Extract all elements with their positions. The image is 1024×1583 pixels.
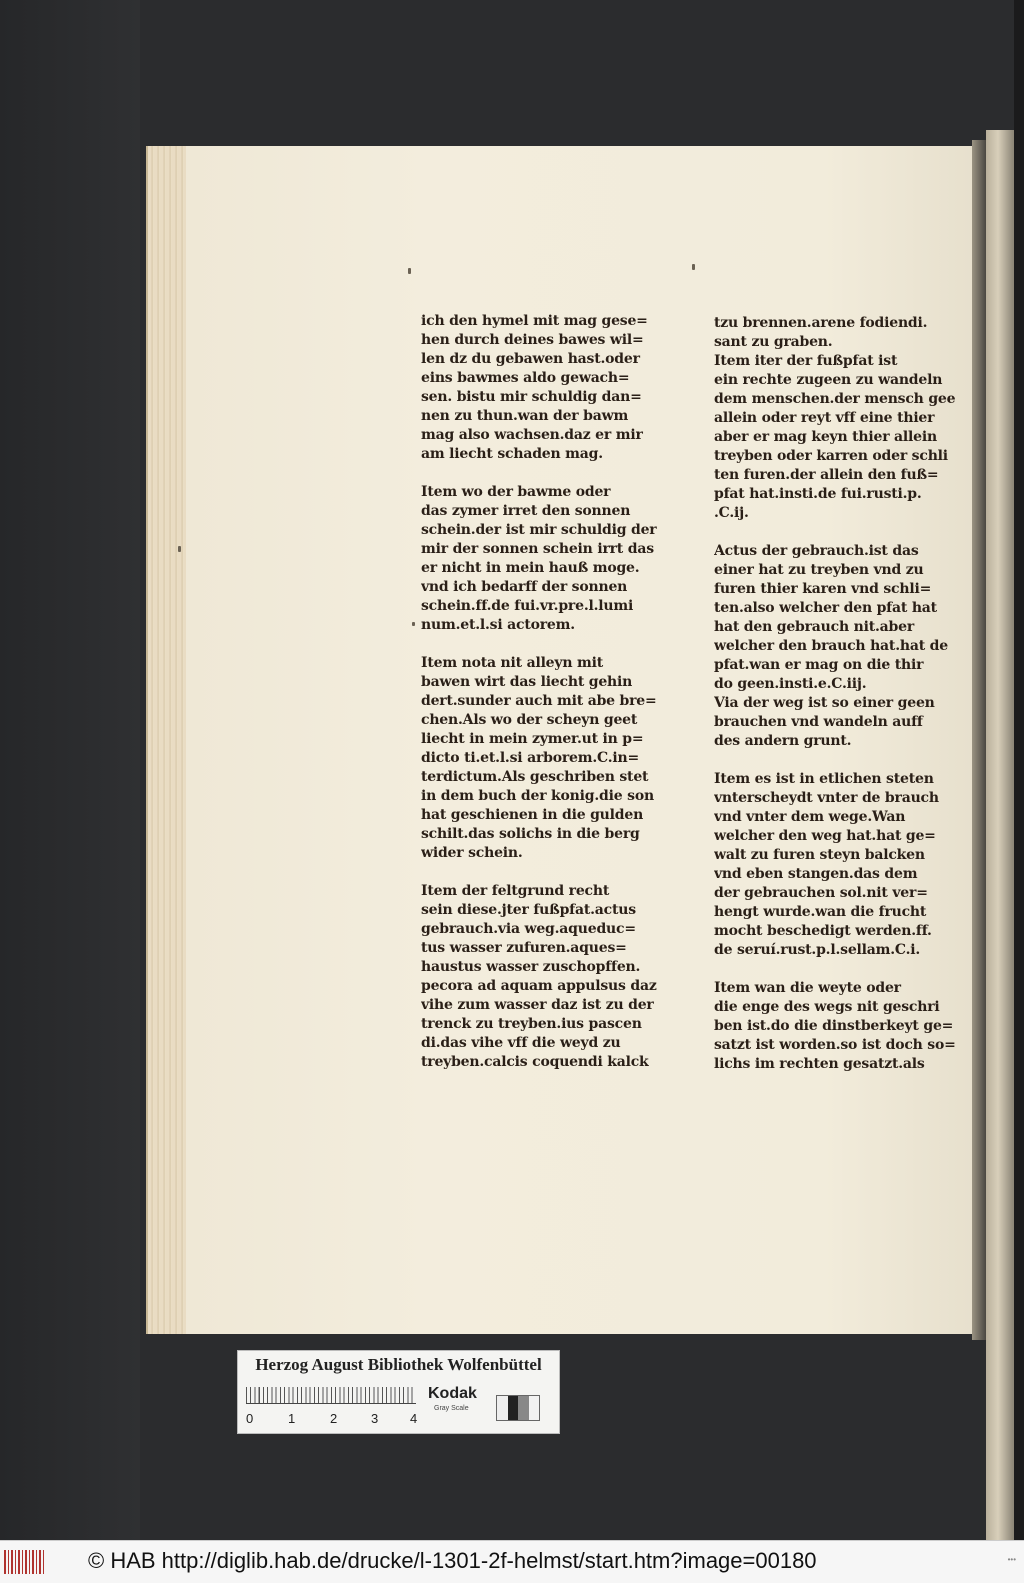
text-line: Item nota nit alleyn mit bbox=[421, 655, 603, 671]
text-line: vnd eben stangen.das dem bbox=[714, 866, 918, 882]
text-line: mir der sonnen schein irrt das bbox=[421, 541, 654, 557]
permalink-text[interactable]: © HAB http://diglib.hab.de/drucke/l-1301-2f-helmst/start.htm?image=00180 bbox=[88, 1548, 817, 1573]
text-line: eins bawmes aldo gewach= bbox=[421, 370, 630, 386]
text-line: ich den hymel mit mag gese= bbox=[421, 313, 648, 329]
text-line: sein diese.jter fußpfat.actus bbox=[421, 902, 636, 918]
text-line: Item es ist in etlichen steten bbox=[714, 771, 934, 787]
text-line: tus wasser zufuren.aques= bbox=[421, 940, 627, 956]
text-line: die enge des wegs nit geschri bbox=[714, 999, 940, 1015]
facing-page-edge bbox=[986, 130, 1016, 1540]
text-line: einer hat zu treyben vnd zu bbox=[714, 562, 924, 578]
text-line: welcher den weg hat.hat ge= bbox=[714, 828, 936, 844]
text-line: das zymer irret den sonnen bbox=[421, 503, 631, 519]
text-line: Item iter der fußpfat ist bbox=[714, 353, 898, 369]
text-line: ten furen.der allein den fuß= bbox=[714, 467, 939, 483]
text-line: mag also wachsen.daz er mir bbox=[421, 427, 643, 443]
text-line: terdictum.Als geschriben stet bbox=[421, 769, 649, 785]
text-line: pecora ad aquam appulsus daz bbox=[421, 978, 657, 994]
text-line: Via der weg ist so einer geen bbox=[714, 695, 935, 711]
text-line: nen zu thun.wan der bawm bbox=[421, 408, 629, 424]
text-line: hat den gebrauch nit.aber bbox=[714, 619, 915, 635]
right-border bbox=[1014, 0, 1024, 1540]
text-line: mocht beschedigt werden.ff. bbox=[714, 923, 932, 939]
cradle-shadow bbox=[0, 0, 140, 1540]
paper-speck bbox=[408, 268, 411, 274]
corner-mark: ••• bbox=[1007, 1555, 1016, 1564]
paragraph bbox=[421, 654, 681, 863]
text-line: brauchen vnd wandeln auff bbox=[714, 714, 923, 730]
text-line: des andern grunt. bbox=[714, 733, 852, 749]
text-line: er nicht in mein hauß moge. bbox=[421, 560, 640, 576]
text-line: hat geschienen in die gulden bbox=[421, 807, 644, 823]
text-line: Actus der gebrauch.ist das bbox=[714, 543, 919, 559]
text-line: treyben oder karren oder schli bbox=[714, 448, 948, 464]
kodak-logo: Kodak bbox=[428, 1385, 477, 1402]
text-column-left bbox=[421, 312, 681, 1091]
paragraph bbox=[421, 483, 681, 635]
text-line: vnd vnter dem wege.Wan bbox=[714, 809, 906, 825]
text-line: de seruí.rust.p.l.sellam.C.i. bbox=[714, 942, 921, 958]
text-line: liecht in mein zymer.ut in p= bbox=[421, 731, 644, 747]
text-line: .C.ij. bbox=[714, 505, 749, 521]
text-line: schein.der ist mir schuldig der bbox=[421, 522, 657, 538]
text-line: in dem buch der konig.die son bbox=[421, 788, 654, 804]
text-line: gebrauch.via weg.aqueduc= bbox=[421, 921, 636, 937]
text-line: treyben.calcis coquendi kalck bbox=[421, 1054, 649, 1070]
text-line: aber er mag keyn thier allein bbox=[714, 429, 937, 445]
text-line: welcher den brauch hat.hat de bbox=[714, 638, 948, 654]
text-line: bawen wirt das liecht gehin bbox=[421, 674, 633, 690]
text-line: vnterscheydt vnter de brauch bbox=[714, 790, 939, 806]
text-line: dert.sunder auch mit abe bre= bbox=[421, 693, 657, 709]
text-line: lichs im rechten gesatzt.als bbox=[714, 1056, 925, 1072]
text-line: do geen.insti.e.C.iij. bbox=[714, 676, 867, 692]
text-line: dicto ti.et.l.si arborem.C.in= bbox=[421, 750, 640, 766]
text-line: ein rechte zugeen zu wandeln bbox=[714, 372, 943, 388]
book-gutter bbox=[972, 140, 986, 1340]
text-line: walt zu furen steyn balcken bbox=[714, 847, 925, 863]
text-column-right bbox=[714, 314, 974, 1093]
hab-logo-icon bbox=[4, 1550, 46, 1574]
text-line: len dz du gebawen hast.oder bbox=[421, 351, 640, 367]
text-line: schilt.das solichs in die berg bbox=[421, 826, 640, 842]
text-line: schein.ff.de fui.vr.pre.l.lumi bbox=[421, 598, 634, 614]
footer-bar bbox=[0, 1540, 1024, 1583]
color-target-card bbox=[237, 1350, 560, 1434]
text-line: dem menschen.der mensch gee bbox=[714, 391, 956, 407]
swatch-black bbox=[508, 1396, 519, 1420]
text-line: allein oder reyt vff eine thier bbox=[714, 410, 935, 426]
text-line: Item der feltgrund recht bbox=[421, 883, 610, 899]
text-line: hen durch deines bawes wil= bbox=[421, 332, 644, 348]
text-line: vihe zum wasser daz ist zu der bbox=[421, 997, 654, 1013]
ruler-number: 0 bbox=[246, 1411, 254, 1426]
paragraph bbox=[714, 542, 974, 751]
text-line: wider schein. bbox=[421, 845, 523, 861]
text-line: ben ist.do die dinstberkeyt ge= bbox=[714, 1018, 954, 1034]
swatch-white bbox=[529, 1396, 540, 1420]
text-line: sant zu graben. bbox=[714, 334, 833, 350]
paper-speck bbox=[692, 264, 695, 270]
scale-ruler bbox=[246, 1387, 416, 1404]
paper-speck bbox=[178, 546, 181, 552]
paragraph bbox=[714, 770, 974, 960]
text-line: am liecht schaden mag. bbox=[421, 446, 603, 462]
text-line: satzt ist worden.so ist doch so= bbox=[714, 1037, 956, 1053]
text-line: trenck zu treyben.ius pascen bbox=[421, 1016, 642, 1032]
text-line: sen. bistu mir schuldig dan= bbox=[421, 389, 642, 405]
paragraph bbox=[421, 312, 681, 464]
swatch-gray bbox=[518, 1396, 529, 1420]
gray-swatches bbox=[496, 1395, 540, 1421]
text-line: Item wan die weyte oder bbox=[714, 980, 901, 996]
paragraph bbox=[714, 314, 974, 523]
text-line: num.et.l.si actorem. bbox=[421, 617, 575, 633]
text-line: pfat hat.insti.de fui.rusti.p. bbox=[714, 486, 922, 502]
ruler-number: 4 bbox=[410, 1411, 418, 1426]
paragraph bbox=[421, 882, 681, 1072]
text-line: furen thier karen vnd schli= bbox=[714, 581, 932, 597]
ruler-numbers bbox=[242, 1411, 422, 1427]
text-line: di.das vihe vff die weyd zu bbox=[421, 1035, 621, 1051]
text-line: hengt wurde.wan die frucht bbox=[714, 904, 927, 920]
ruler-number: 3 bbox=[371, 1411, 379, 1426]
text-line: chen.Als wo der scheyn geet bbox=[421, 712, 638, 728]
text-line: haustus wasser zuschopffen. bbox=[421, 959, 641, 975]
text-line: tzu brennen.arene fodiendi. bbox=[714, 315, 928, 331]
ruler-number: 1 bbox=[288, 1411, 296, 1426]
paragraph bbox=[714, 979, 974, 1074]
text-line: pfat.wan er mag on die thir bbox=[714, 657, 924, 673]
text-line: ten.also welcher den pfat hat bbox=[714, 600, 937, 616]
text-line: vnd ich bedarff der sonnen bbox=[421, 579, 628, 595]
text-line: Item wo der bawme oder bbox=[421, 484, 611, 500]
paper-speck bbox=[412, 622, 415, 626]
gray-scale-label: Gray Scale bbox=[434, 1405, 469, 1412]
ruler-number: 2 bbox=[330, 1411, 338, 1426]
library-name: Herzog August Bibliothek Wolfenbüttel bbox=[255, 1355, 542, 1374]
text-line: der gebrauchen sol.nit ver= bbox=[714, 885, 928, 901]
swatch-white bbox=[497, 1396, 508, 1420]
